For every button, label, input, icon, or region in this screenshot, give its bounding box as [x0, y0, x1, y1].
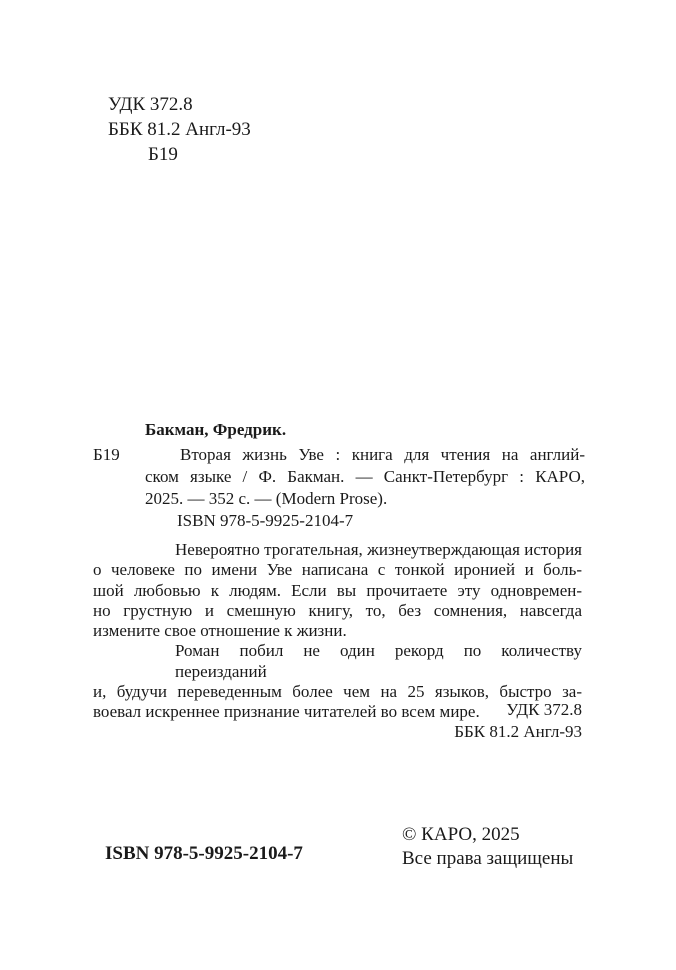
catalog-isbn: ISBN 978-5-9925-2104-7 — [177, 511, 354, 530]
annotation-paragraph-1 — [93, 540, 582, 641]
rights-line: Все права защищены — [402, 847, 574, 869]
text-line: Вторая жизнь Уве : книга для чтения на англий- — [180, 445, 585, 464]
text-line: Роман побил не один рекорд по количеству переизданий — [175, 641, 582, 681]
imprint-copyright-block — [402, 823, 573, 870]
text-line: Невероятно трогательная, жизнеутверждающая история — [175, 540, 582, 559]
header-codes-block — [108, 92, 251, 167]
bibliographic-description — [145, 444, 585, 510]
bbk-code: ББК 81.2 Англ-93 — [108, 119, 251, 140]
imprint-isbn: ISBN 978-5-9925-2104-7 — [105, 843, 303, 864]
text-line: шой любовью к людям. Если вы прочитаете эту одновремен- — [93, 580, 582, 600]
footer-udk-code: УДК 372.8 — [506, 700, 582, 719]
text-line: и, будучи переведенным более чем на 25 языков, быстро за- — [93, 682, 582, 702]
text-line: ском языке / Ф. Бакман. — Санкт-Петербург : КАРО, — [145, 467, 585, 486]
udk-code: УДК 372.8 — [108, 94, 193, 115]
footer-bbk-code: ББК 81.2 Англ-93 — [454, 721, 582, 741]
text-line: о человеке по имени Уве написана с тонкой иронией и боль- — [93, 560, 582, 580]
author-sign: Б19 — [93, 445, 120, 464]
text-line: воевал искреннее признание читателей во всем мире. — [93, 702, 480, 722]
annotation-block — [93, 540, 582, 723]
text-line: но грустную и смешную книгу, то, без сомнения, навсегда — [93, 600, 582, 620]
text-line: измените свое отношение к жизни. — [93, 621, 347, 641]
catalog-card — [93, 419, 585, 532]
author-heading: Бакман, Фредрик. — [145, 420, 287, 439]
footer-codes-block — [93, 699, 582, 742]
copyright-line: © КАРО, 2025 — [402, 824, 520, 845]
text-line: 2025. — 352 с. — (Modern Prose). — [145, 489, 388, 508]
author-sign-code: Б19 — [148, 144, 178, 165]
